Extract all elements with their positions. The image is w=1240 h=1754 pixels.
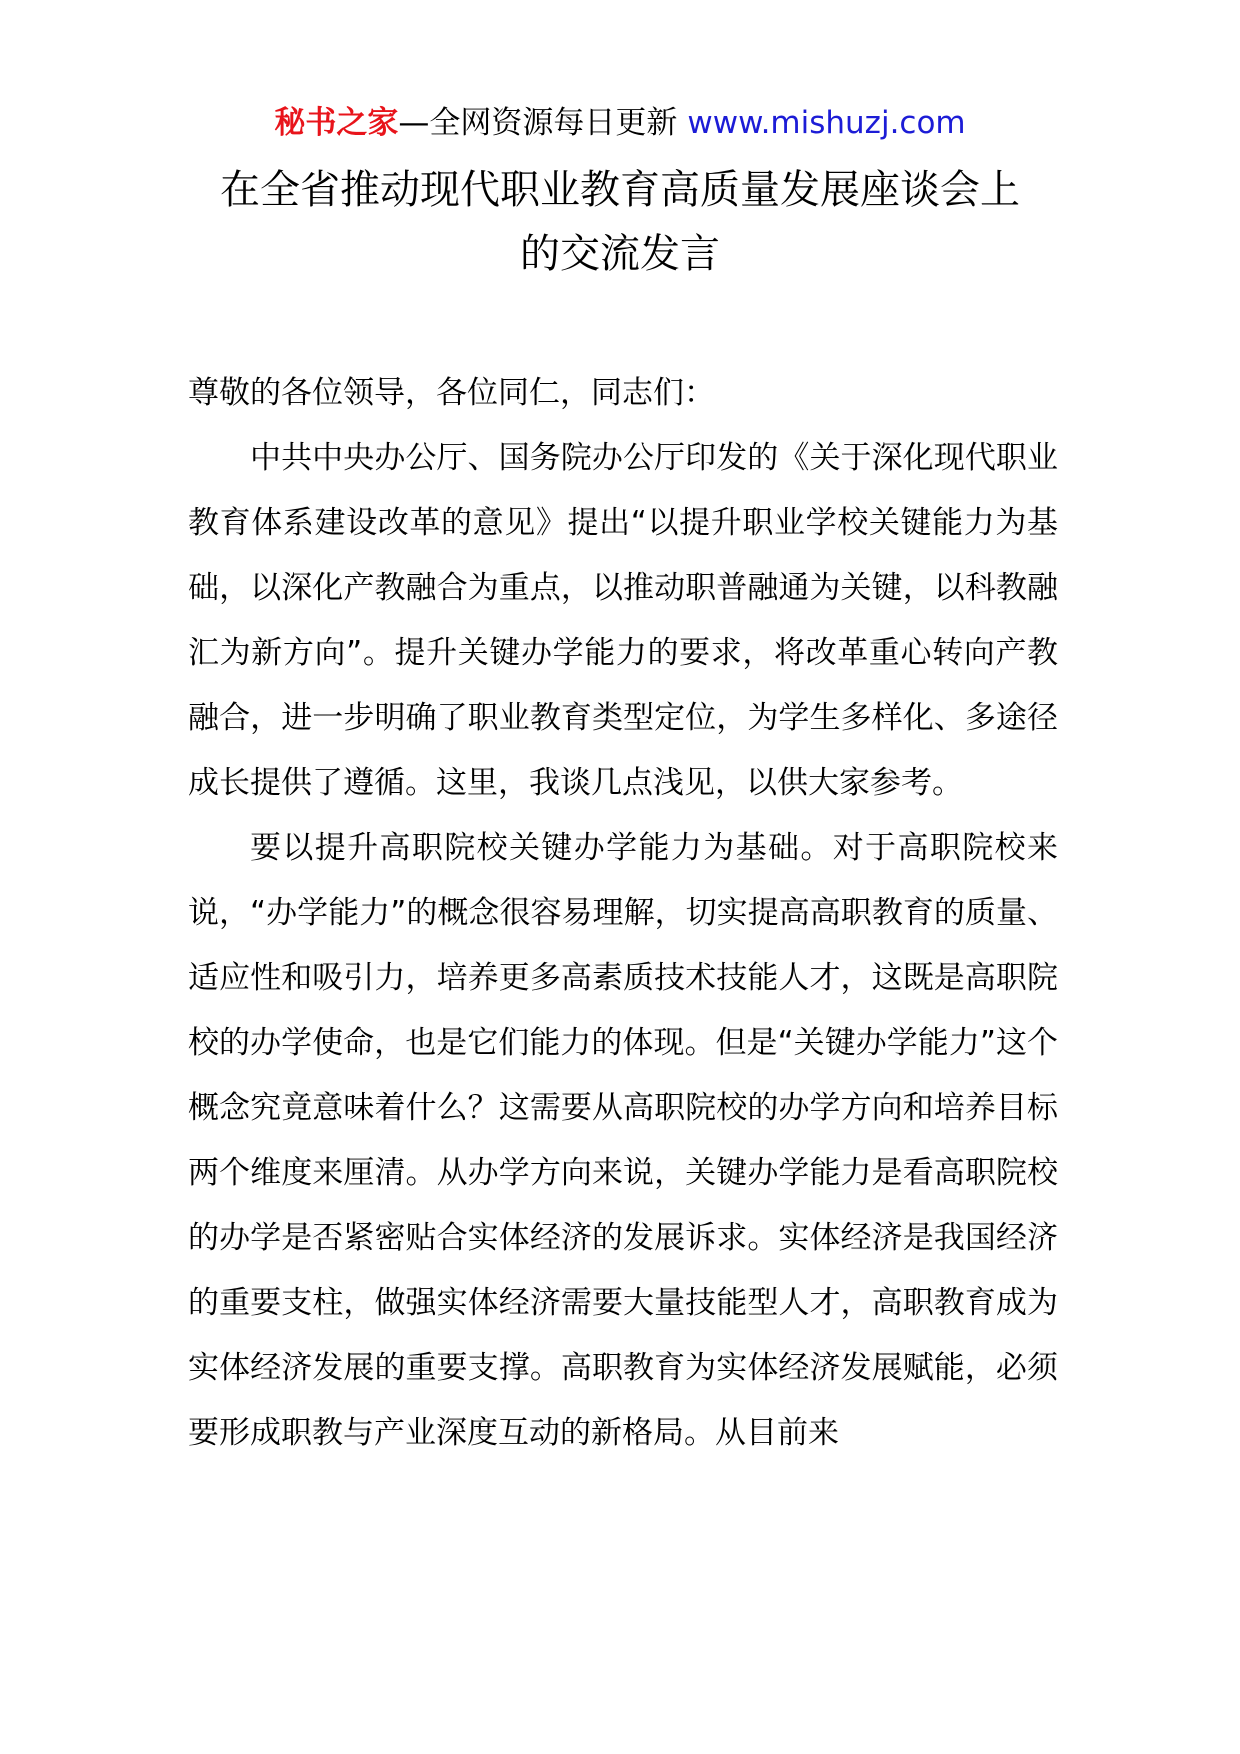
- document-title: [150, 158, 1090, 286]
- document-body: [188, 361, 1058, 1466]
- paragraph-1: 中共中央办公厅、国务院办公厅印发的《关于深化现代职业教育体系建设改革的意见》提出“以提升职业学校关键能力为基础，以深化产教融合为重点，以推动职普融通为关键，以科教融汇为新方向”。提升关键办学能力的要求，将改革重心转向产教融合，进一步明确了职业教育类型定位，为学生多样化、多途径成长提供了遵循。这里，我谈几点浅见，以供大家参考。: [188, 440, 1058, 801]
- paragraph-2: 要以提升高职院校关键办学能力为基础。对于高职院校来说，“办学能力”的概念很容易理解，切实提高高职教育的质量、适应性和吸引力，培养更多高素质技术技能人才，这既是高职院校的办学使命，也是它们能力的体现。但是“关键办学能力”这个概念究竟意味着什么？这需要从高职院校的办学方向和培养目标两个维度来厘清。从办学方向来说，关键办学能力是看高职院校的办学是否紧密贴合实体经济的发展诉求。实体经济是我国经济的重要支柱，做强实体经济需要大量技能型人才，高职教育成为实体经济发展的重要支撑。高职教育为实体经济发展赋能，必须要形成职教与产业深度互动的新格局。从目前来: [188, 830, 1058, 1451]
- salutation: 尊敬的各位领导，各位同仁，同志们：: [188, 375, 715, 411]
- title-line-1: 在全省推动现代职业教育高质量发展座谈会上: [220, 167, 1020, 213]
- site-header: [0, 100, 1240, 146]
- brand-name: 秘书之家: [274, 105, 399, 141]
- title-line-2: 的交流发言: [520, 231, 720, 277]
- brand-tagline: —全网资源每日更新: [398, 105, 678, 141]
- site-url-link[interactable]: www.mishuzj.com: [687, 105, 966, 141]
